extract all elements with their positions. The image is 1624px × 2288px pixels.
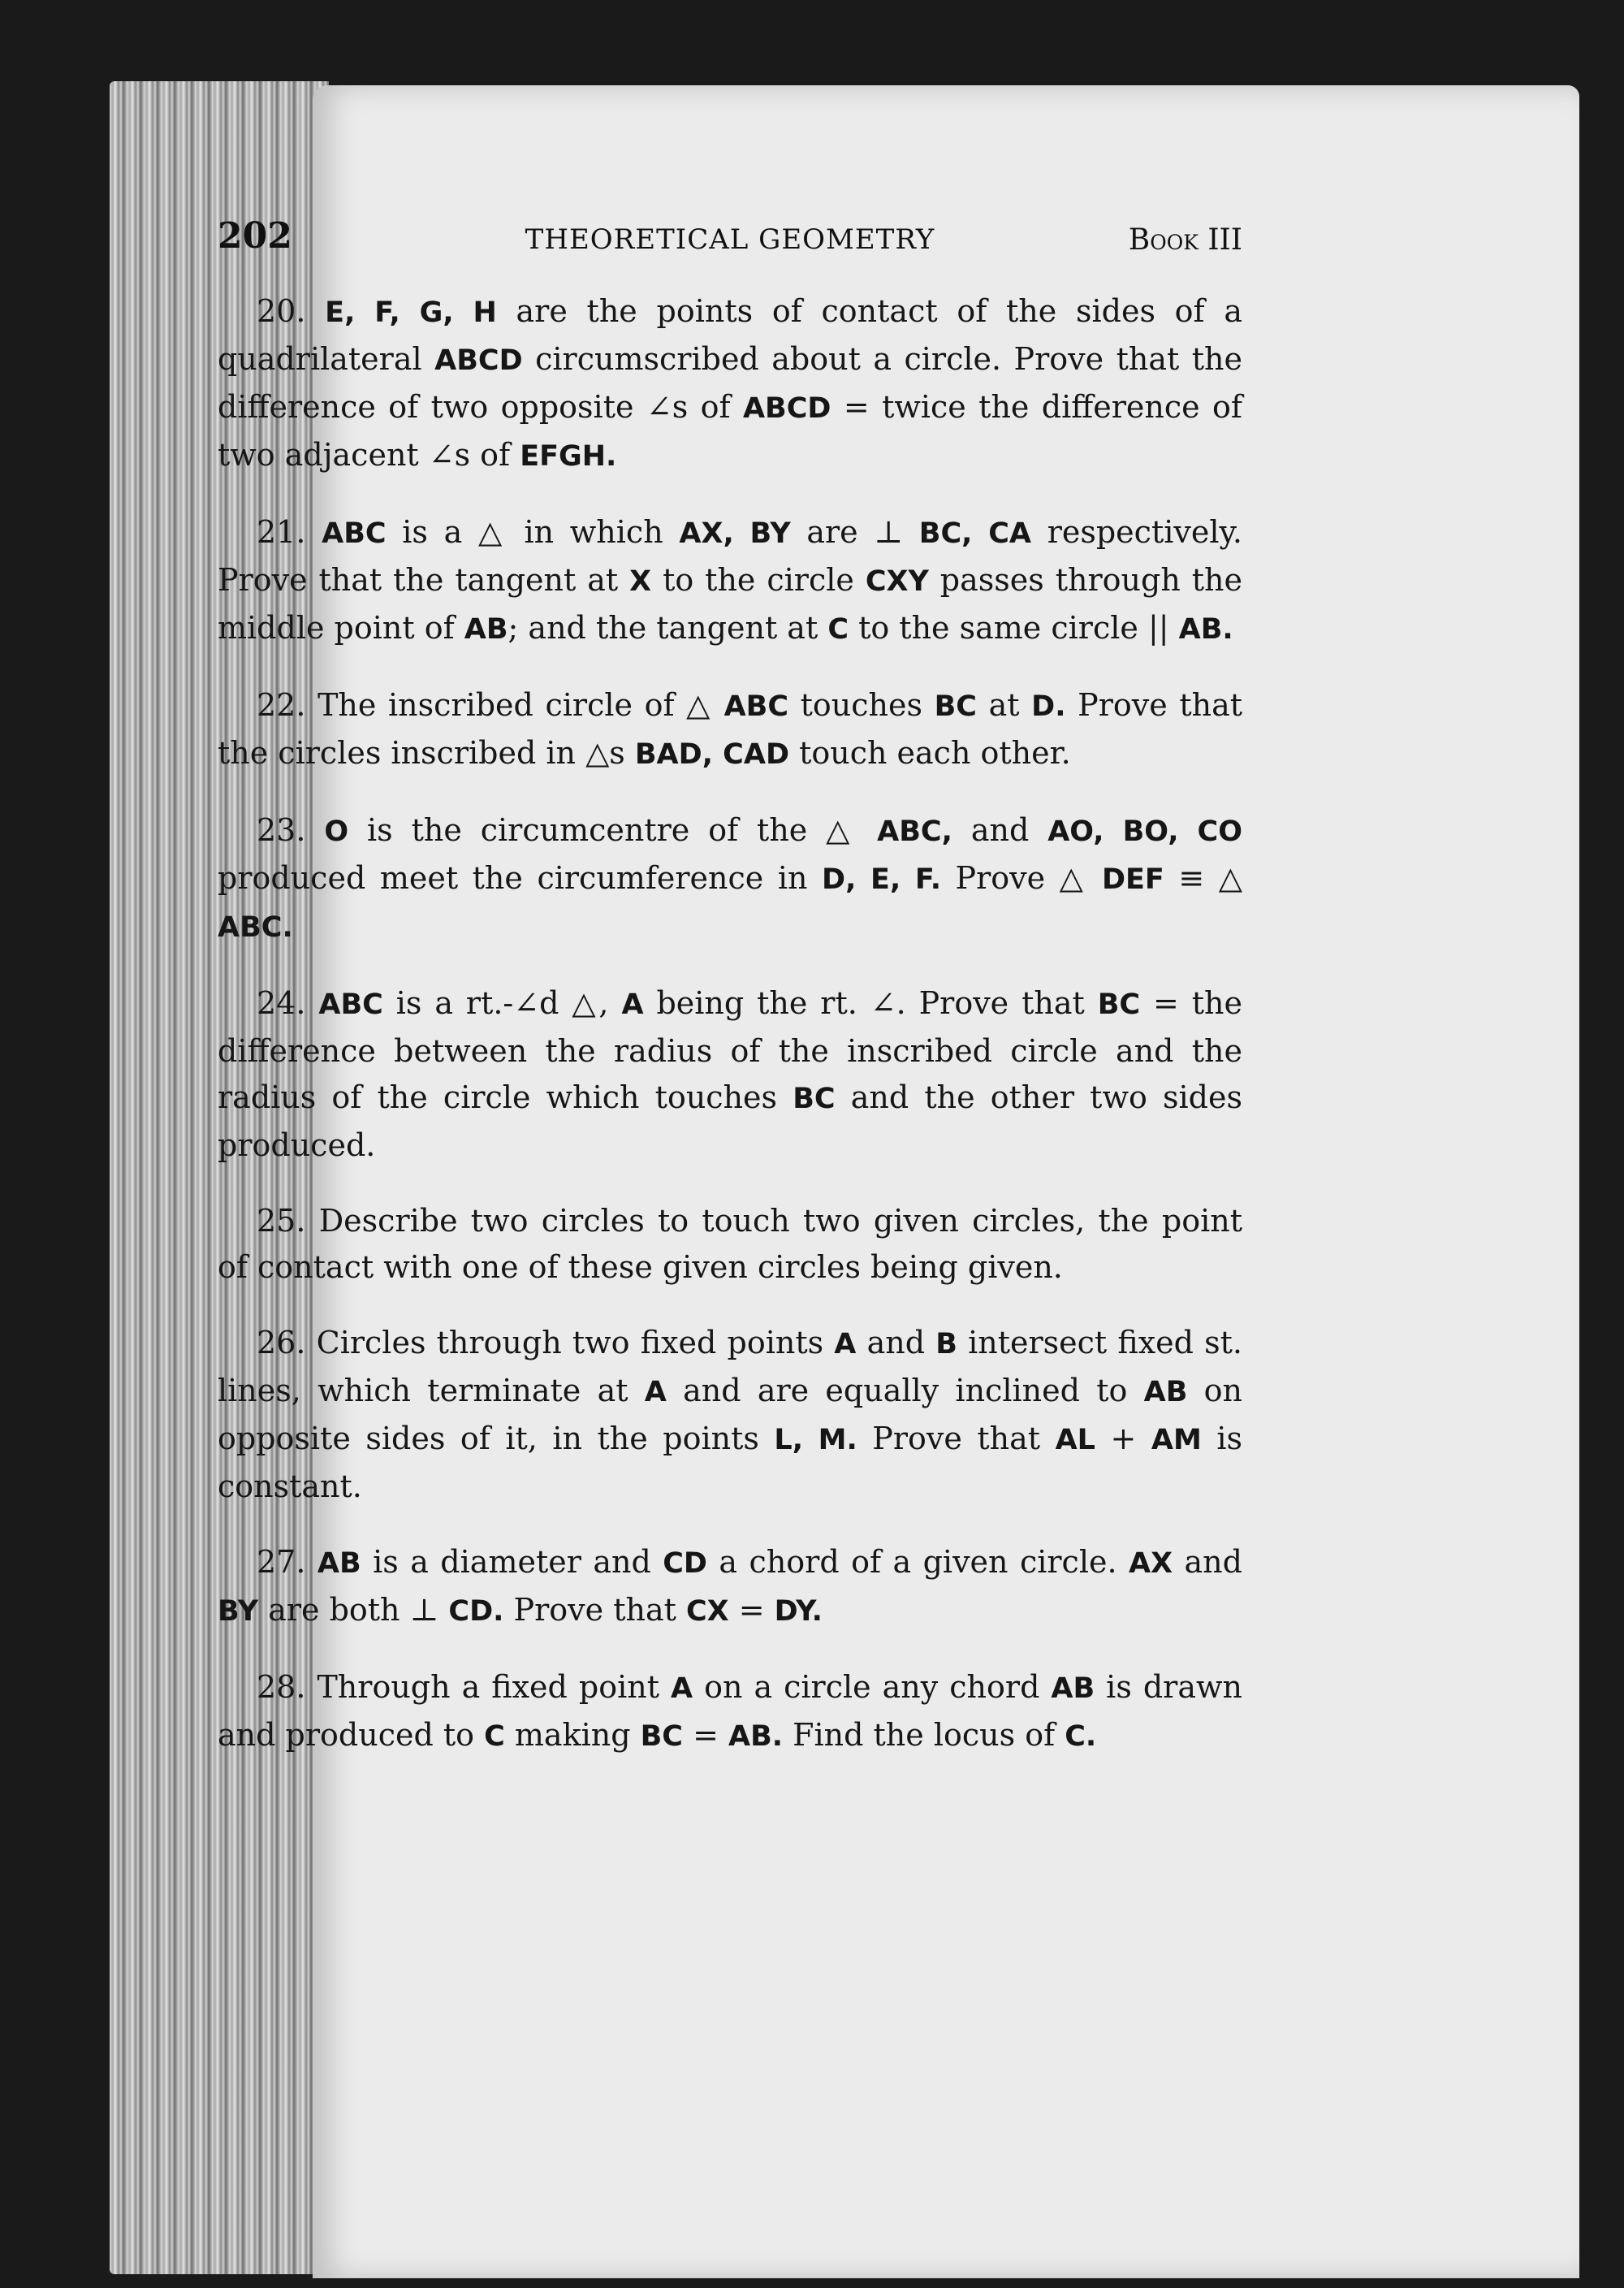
geometry-label: X: [629, 565, 652, 598]
geometry-label: C: [484, 1720, 505, 1753]
exercise-text: to the same circle ||: [849, 610, 1179, 646]
exercise-text: produced meet the circumference in: [218, 860, 823, 896]
geometry-label: ABCD: [434, 344, 523, 377]
geometry-label: AB.: [1178, 613, 1233, 646]
geometry-label: DY.: [774, 1595, 823, 1628]
exercise-text: ; and the tangent at: [508, 610, 828, 646]
exercise-text: a chord of a given circle.: [706, 1544, 1129, 1580]
exercise-24: [218, 980, 1242, 1169]
geometry-label: C: [827, 613, 849, 646]
exercise-text: Prove that the circles inscribed in △s: [218, 687, 1243, 771]
exercise-20: [218, 288, 1242, 480]
exercise-text: are ⊥: [790, 514, 919, 550]
geometry-label: AB: [317, 1547, 361, 1580]
geometry-label: DEF: [1101, 863, 1164, 896]
exercise-text: and are equally inclined to: [666, 1373, 1144, 1408]
exercise-26: [218, 1320, 1242, 1510]
geometry-label: AO, BO, CO: [1047, 815, 1242, 848]
exercise-text: Through a fixed point: [317, 1669, 671, 1705]
exercise-text: on opposite sides of it, in the points: [218, 1373, 1242, 1456]
exercise-text: at: [977, 687, 1032, 723]
geometry-label: AB.: [728, 1720, 784, 1753]
geometry-label: D, E, F.: [822, 863, 941, 896]
exercise-number: 22.: [257, 687, 318, 723]
exercise-text: Prove that: [503, 1592, 686, 1628]
exercise-text: is a diameter and: [361, 1544, 663, 1580]
geometry-label: E, F, G, H: [325, 296, 497, 329]
geometry-label: ABC: [723, 690, 789, 723]
exercise-text: is a △ in which: [386, 514, 680, 550]
geometry-label: D.: [1031, 690, 1066, 723]
geometry-label: O: [324, 815, 349, 848]
exercise-text: to the circle: [651, 562, 866, 598]
geometry-label: ABC: [318, 988, 383, 1021]
exercise-text: = the difference between the radius of the inscribed circle and the radius of the circle which touches: [218, 985, 1242, 1115]
exercise-text: and: [1173, 1544, 1242, 1580]
geometry-label: BC, CA: [918, 517, 1032, 550]
geometry-label: AM: [1151, 1424, 1202, 1456]
geometry-label: L, M.: [774, 1424, 857, 1456]
exercise-text: and: [856, 1325, 936, 1360]
geometry-label: BAD, CAD: [634, 738, 789, 771]
exercise-text: on a circle any chord: [693, 1669, 1052, 1705]
geometry-label: A: [644, 1376, 667, 1408]
exercise-number: 26.: [257, 1325, 317, 1360]
geometry-label: BC: [1097, 988, 1141, 1021]
geometry-label: AX: [1129, 1547, 1173, 1580]
page-number: 202: [218, 215, 292, 257]
exercise-text: is the circumcentre of the △: [348, 812, 878, 848]
geometry-label: EFGH.: [520, 440, 617, 473]
exercise-text: Prove △: [941, 860, 1102, 896]
geometry-label: AB: [464, 613, 508, 646]
exercise-text: The inscribed circle of △: [317, 687, 724, 723]
exercise-text: circumscribed about a circle. Prove that the difference of two opposite ∠s of: [218, 341, 1242, 425]
exercise-23: [218, 807, 1242, 951]
exercise-text: is drawn and produced to: [218, 1669, 1242, 1753]
exercise-text: =: [683, 1717, 728, 1753]
exercise-text: ≡ △: [1164, 860, 1243, 896]
exercise-list: [218, 288, 1242, 1789]
exercise-text: +: [1095, 1421, 1151, 1456]
geometry-label: BC: [934, 690, 977, 723]
exercise-25: [218, 1198, 1242, 1291]
exercise-number: 24.: [257, 985, 319, 1021]
exercise-21: [218, 509, 1242, 653]
running-title: THEORETICAL GEOMETRY: [525, 223, 935, 256]
geometry-label: CD.: [448, 1595, 504, 1628]
geometry-label: ABCD: [742, 392, 831, 425]
geometry-label: AB: [1143, 1376, 1188, 1408]
exercise-text: =: [728, 1592, 775, 1628]
exercise-28: [218, 1664, 1242, 1760]
exercise-22: [218, 682, 1242, 778]
geometry-label: BC: [640, 1720, 683, 1753]
exercise-number: 28.: [257, 1669, 317, 1705]
exercise-text: respectively. Prove that the tangent at: [218, 514, 1242, 598]
exercise-text: passes through the middle point of: [218, 562, 1242, 646]
geometry-label: ABC.: [218, 911, 293, 944]
geometry-label: ABC: [322, 517, 387, 550]
geometry-label: BY: [218, 1595, 259, 1628]
geometry-label: C.: [1065, 1720, 1097, 1753]
exercise-number: 21.: [257, 514, 322, 550]
geometry-label: ABC,: [877, 815, 952, 848]
exercise-text: and the other two sides produced.: [218, 1079, 1242, 1163]
exercise-text: touches: [788, 687, 935, 723]
exercise-27: [218, 1539, 1242, 1635]
exercise-text: are the points of contact of the sides of a quadrilateral: [218, 293, 1242, 377]
exercise-text: = twice the difference of two adjacent ∠s of: [218, 389, 1243, 473]
geometry-label: AL: [1055, 1424, 1095, 1456]
geometry-label: A: [621, 988, 644, 1021]
exercise-text: intersect fixed st. lines, which terminate at: [218, 1325, 1242, 1408]
exercise-text: and: [952, 812, 1048, 848]
geometry-label: CX: [685, 1595, 729, 1628]
exercise-text: making: [504, 1717, 641, 1753]
exercise-text: is constant.: [218, 1421, 1242, 1504]
geometry-label: AX, BY: [679, 517, 791, 550]
exercise-text: Find the locus of: [783, 1717, 1065, 1753]
book-label: Book III: [1128, 223, 1242, 257]
exercise-text: Prove that: [857, 1421, 1056, 1456]
geometry-label: A: [834, 1328, 857, 1360]
geometry-label: BC: [793, 1083, 836, 1115]
geometry-label: A: [670, 1672, 693, 1705]
geometry-label: CXY: [865, 565, 929, 598]
exercise-text: are both ⊥: [258, 1592, 449, 1628]
exercise-number: 25.: [257, 1203, 319, 1239]
exercise-number: 20.: [257, 293, 326, 329]
exercise-number: 27.: [257, 1544, 317, 1580]
exercise-text: being the rt. ∠. Prove that: [643, 985, 1098, 1021]
geometry-label: B: [935, 1328, 957, 1360]
exercise-text: Describe two circles to touch two given circles, the point of contact with one of these given circles being given.: [218, 1203, 1242, 1285]
running-header: [218, 215, 1242, 264]
exercise-text: is a rt.-∠d △,: [382, 985, 622, 1021]
geometry-label: AB: [1051, 1672, 1095, 1705]
geometry-label: CD: [663, 1547, 707, 1580]
exercise-text: touch each other.: [789, 735, 1071, 771]
exercise-text: Circles through two fixed points: [316, 1325, 835, 1360]
exercise-number: 23.: [257, 812, 325, 848]
